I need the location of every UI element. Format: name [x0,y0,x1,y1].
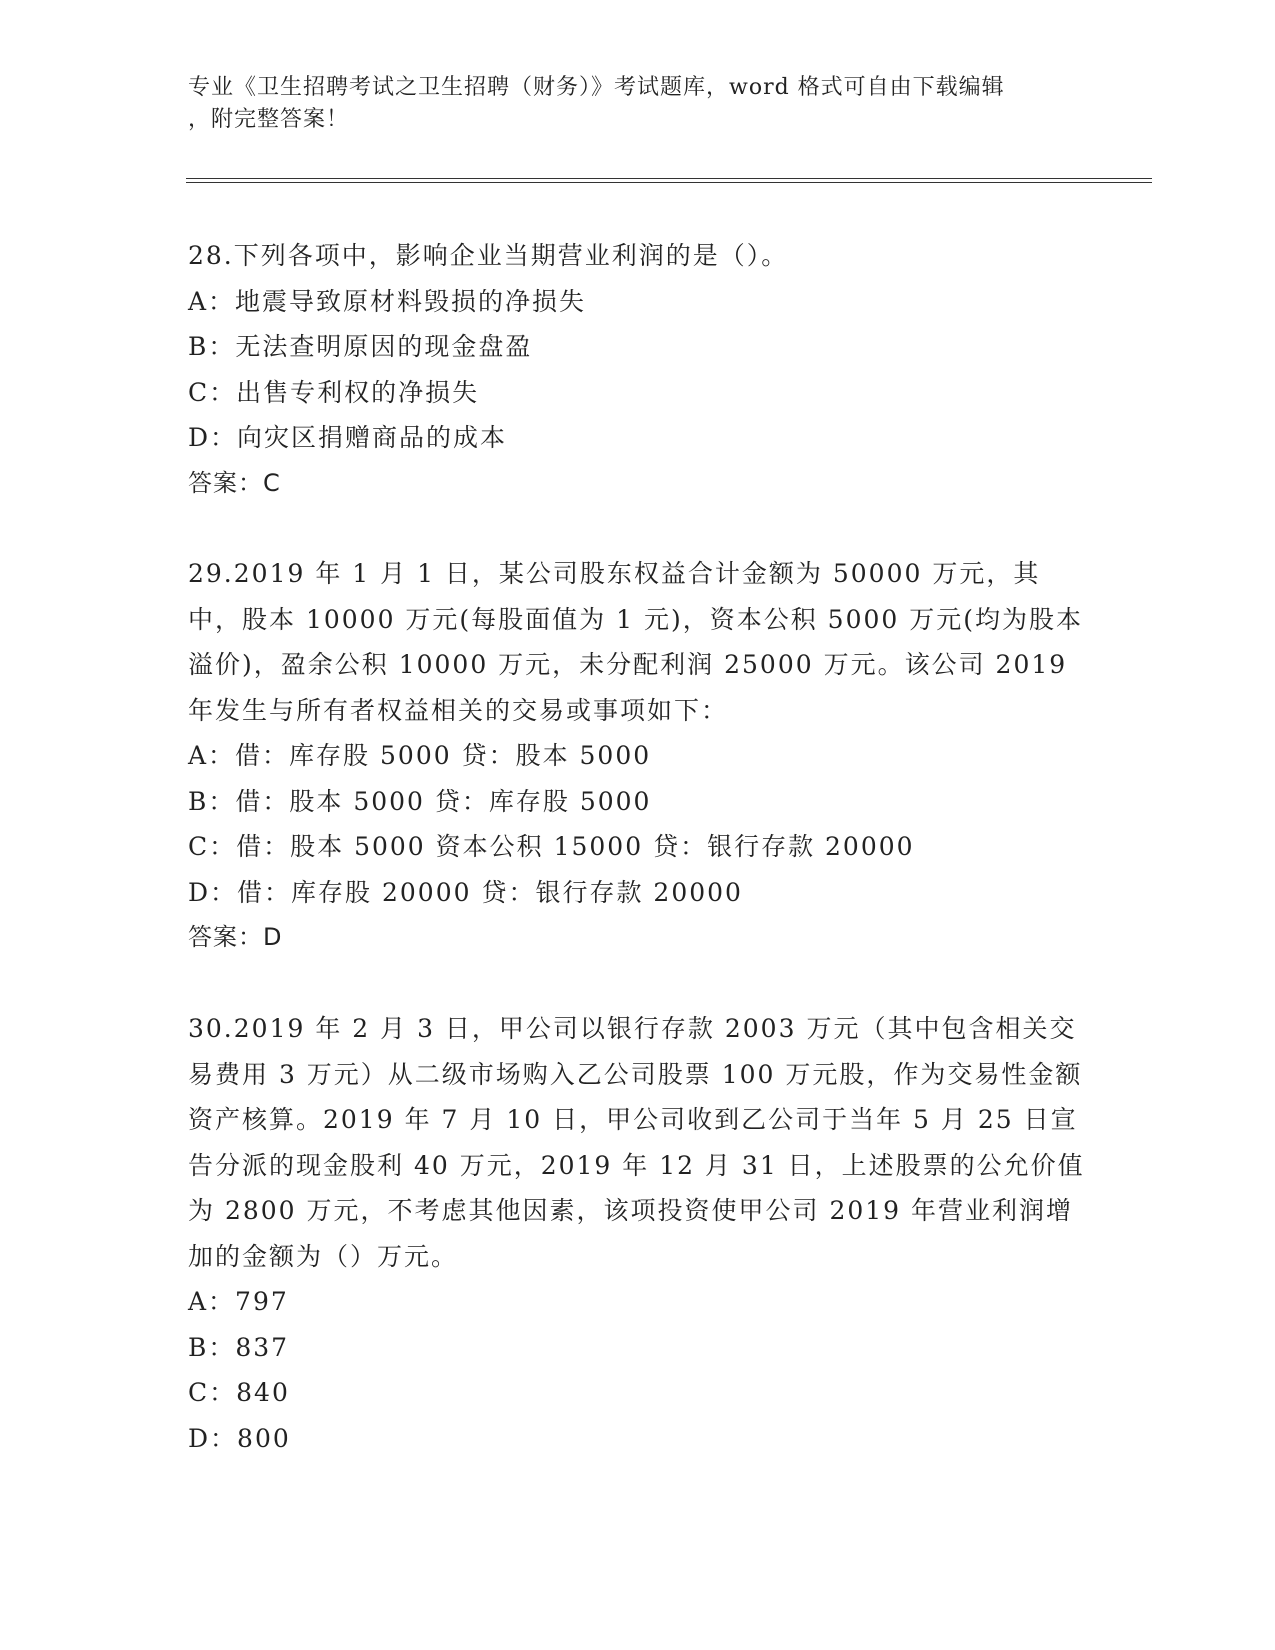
answer: 答案：D [188,923,283,951]
question-28 [188,233,1088,506]
option-d: D：向灾区捐赠商品的成本 [188,423,508,452]
answer: 答案：C [188,468,281,497]
question-stem: 28.下列各项中，影响企业当期营业利润的是（）。 [188,241,789,270]
header-divider-bottom [186,182,1152,183]
header-line-1: 专业《卫生招聘考试之卫生招聘（财务）》考试题库，word 格式可自由下载编辑 [188,75,1005,100]
option-a: A：借：库存股 5000 贷：股本 5000 [188,741,652,770]
option-d: D：800 [188,1423,291,1453]
option-b: B：借：股本 5000 贷：库存股 5000 [188,786,652,816]
option-d: D：借：库存股 20000 贷：银行存款 20000 [188,877,743,907]
option-b: B：837 [188,1332,290,1362]
question-stem: 29.2019 年 1 月 1 日，某公司股东权益合计金额为 50000 万元，其中，股本 10000 万元(每股面值为 1 元)，资本公积 5000 万元(均为股本溢价)，盈余公积 10000 万元，未分配利润 25000 万元。该公司 2019 年发生与所有者权益相关的交易或事项如下： [188,559,1084,725]
option-c: C：840 [188,1378,290,1407]
question-30 [188,1006,1088,1461]
option-a: A：797 [188,1287,289,1316]
option-c: C：借：股本 5000 资本公积 15000 贷：银行存款 20000 [188,832,915,861]
question-29 [188,551,1088,961]
option-b: B：无法查明原因的现金盘盈 [188,332,533,361]
question-stem: 30.2019 年 2 月 3 日，甲公司以银行存款 2003 万元（其中包含相关交易费用 3 万元）从二级市场购入乙公司股票 100 万元股，作为交易性金额资产核算。2019 年 7 月 10 日，甲公司收到乙公司于当年 5 月 25 日宣告分派的现金股利 40 万元，2019 年 12 月 31 日，上述股票的公允价值为 2800 万元，不考虑其他因素，该项投资使甲公司 2019 年营业利润增加的金额为（）万元。 [188,1014,1085,1271]
document-header [188,72,1088,136]
header-line-2: ，附完整答案！ [188,107,350,132]
header-divider-top [186,178,1152,179]
option-c: C：出售专利权的净损失 [188,377,480,407]
option-a: A：地震导致原材料毁损的净损失 [188,286,587,316]
